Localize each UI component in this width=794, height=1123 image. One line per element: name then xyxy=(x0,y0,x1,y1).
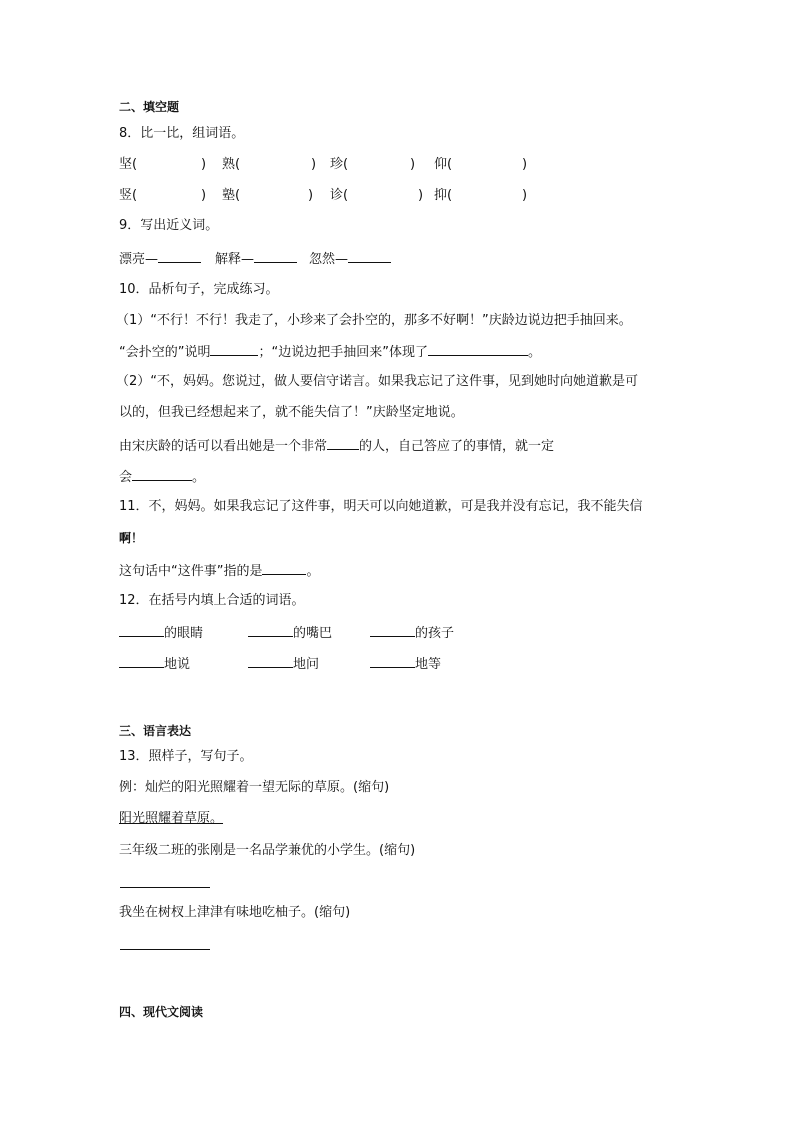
answer-blank[interactable] xyxy=(254,249,297,263)
q8-close: ) xyxy=(522,188,528,203)
answer-blank[interactable] xyxy=(248,654,293,668)
answer-blank[interactable] xyxy=(119,623,164,637)
answer-blank[interactable] xyxy=(210,342,258,356)
q8-item: 塾( xyxy=(222,188,241,203)
phrase-item: 的孩子 xyxy=(370,623,454,643)
answer-blank[interactable] xyxy=(132,467,192,481)
answer-blank[interactable] xyxy=(327,436,359,450)
question-10-title: 10．品析句子，完成练习。 xyxy=(119,282,279,297)
q8-close: ) xyxy=(410,157,416,172)
q8-close: ) xyxy=(201,188,207,203)
q8-item: 竖( xyxy=(119,188,138,203)
synonym-item: 忽然— xyxy=(309,249,391,269)
answer-blank[interactable] xyxy=(248,623,293,637)
phrase-item: 的嘴巴 xyxy=(248,623,332,643)
answer-blank[interactable] xyxy=(119,654,164,668)
q8-item: 抑( xyxy=(434,188,453,203)
section-heading-reading: 四、现代文阅读 xyxy=(119,1005,204,1019)
synonym-item: 漂亮— xyxy=(119,249,201,269)
question-10-part-2-line-1: （2）“不，妈妈。您说过，做人要信守诺言。如果我忘记了这件事，见到她时向她道歉是可 xyxy=(116,374,639,389)
question-10-part-2-question: 由宋庆龄的话可以看出她是一个非常 的人，自己答应了的事情，就一定 xyxy=(119,436,554,456)
answer-blank[interactable] xyxy=(428,342,528,356)
question-13-sentence-1: 三年级二班的张刚是一名品学兼优的小学生。(缩句) xyxy=(119,843,416,858)
q8-close: ) xyxy=(201,157,207,172)
q8-item: 珍( xyxy=(330,157,349,172)
phrase-item: 地说 xyxy=(119,654,190,674)
q8-item: 坚( xyxy=(119,157,138,172)
q8-close: ) xyxy=(522,157,528,172)
question-13-sentence-2: 我坐在树杈上津津有味地吃柚子。(缩句) xyxy=(119,905,351,920)
question-11-line-2: 啊！ xyxy=(119,531,144,545)
question-10-part-2-question-cont: 会 。 xyxy=(119,467,205,487)
answer-line[interactable] xyxy=(120,949,210,950)
answer-blank[interactable] xyxy=(158,249,201,263)
answer-blank[interactable] xyxy=(370,623,415,637)
answer-blank[interactable] xyxy=(370,654,415,668)
answer-blank[interactable] xyxy=(262,561,306,575)
q8-item: 仰( xyxy=(434,157,453,172)
q8-close: ) xyxy=(418,188,424,203)
question-9-title: 9．写出近义词。 xyxy=(119,218,219,233)
question-13-title: 13．照样子，写句子。 xyxy=(119,749,253,764)
q8-close: ) xyxy=(311,157,317,172)
q8-item: 熟( xyxy=(222,157,241,172)
question-12-title: 12．在括号内填上合适的词语。 xyxy=(119,593,305,608)
q8-close: ) xyxy=(308,188,314,203)
synonym-item: 解释— xyxy=(215,249,297,269)
question-11-question: 这句话中“这件事”指的是 。 xyxy=(119,561,320,581)
phrase-item: 地等 xyxy=(370,654,441,674)
phrase-item: 的眼睛 xyxy=(119,623,203,643)
answer-blank[interactable] xyxy=(348,249,391,263)
question-10-part-1-question: “会扑空的”说明 ；“边说边把手抽回来”体现了 。 xyxy=(119,342,541,362)
q8-item: 诊( xyxy=(330,188,349,203)
answer-line[interactable] xyxy=(120,887,210,888)
question-11-line-1: 11．不，妈妈。如果我忘记了这件事，明天可以向她道歉，可是我并没有忘记，我不能失信 xyxy=(119,499,643,514)
question-8-title: 8．比一比，组词语。 xyxy=(119,126,245,141)
question-13-example-answer: 阳光照耀着草原。 xyxy=(119,811,224,826)
section-heading-expression: 三、语言表达 xyxy=(119,724,192,738)
question-13-example: 例：灿烂的阳光照耀着一望无际的草原。(缩句) xyxy=(119,780,390,795)
section-heading-fill: 二、填空题 xyxy=(119,100,180,114)
question-10-part-2-line-2: 以的，但我已经想起来了，就不能失信了！”庆龄坚定地说。 xyxy=(119,405,464,420)
question-10-part-1: （1）“不行！不行！我走了，小珍来了会扑空的，那多不好啊！”庆龄边说边把手抽回来。 xyxy=(116,313,632,328)
phrase-item: 地问 xyxy=(248,654,319,674)
